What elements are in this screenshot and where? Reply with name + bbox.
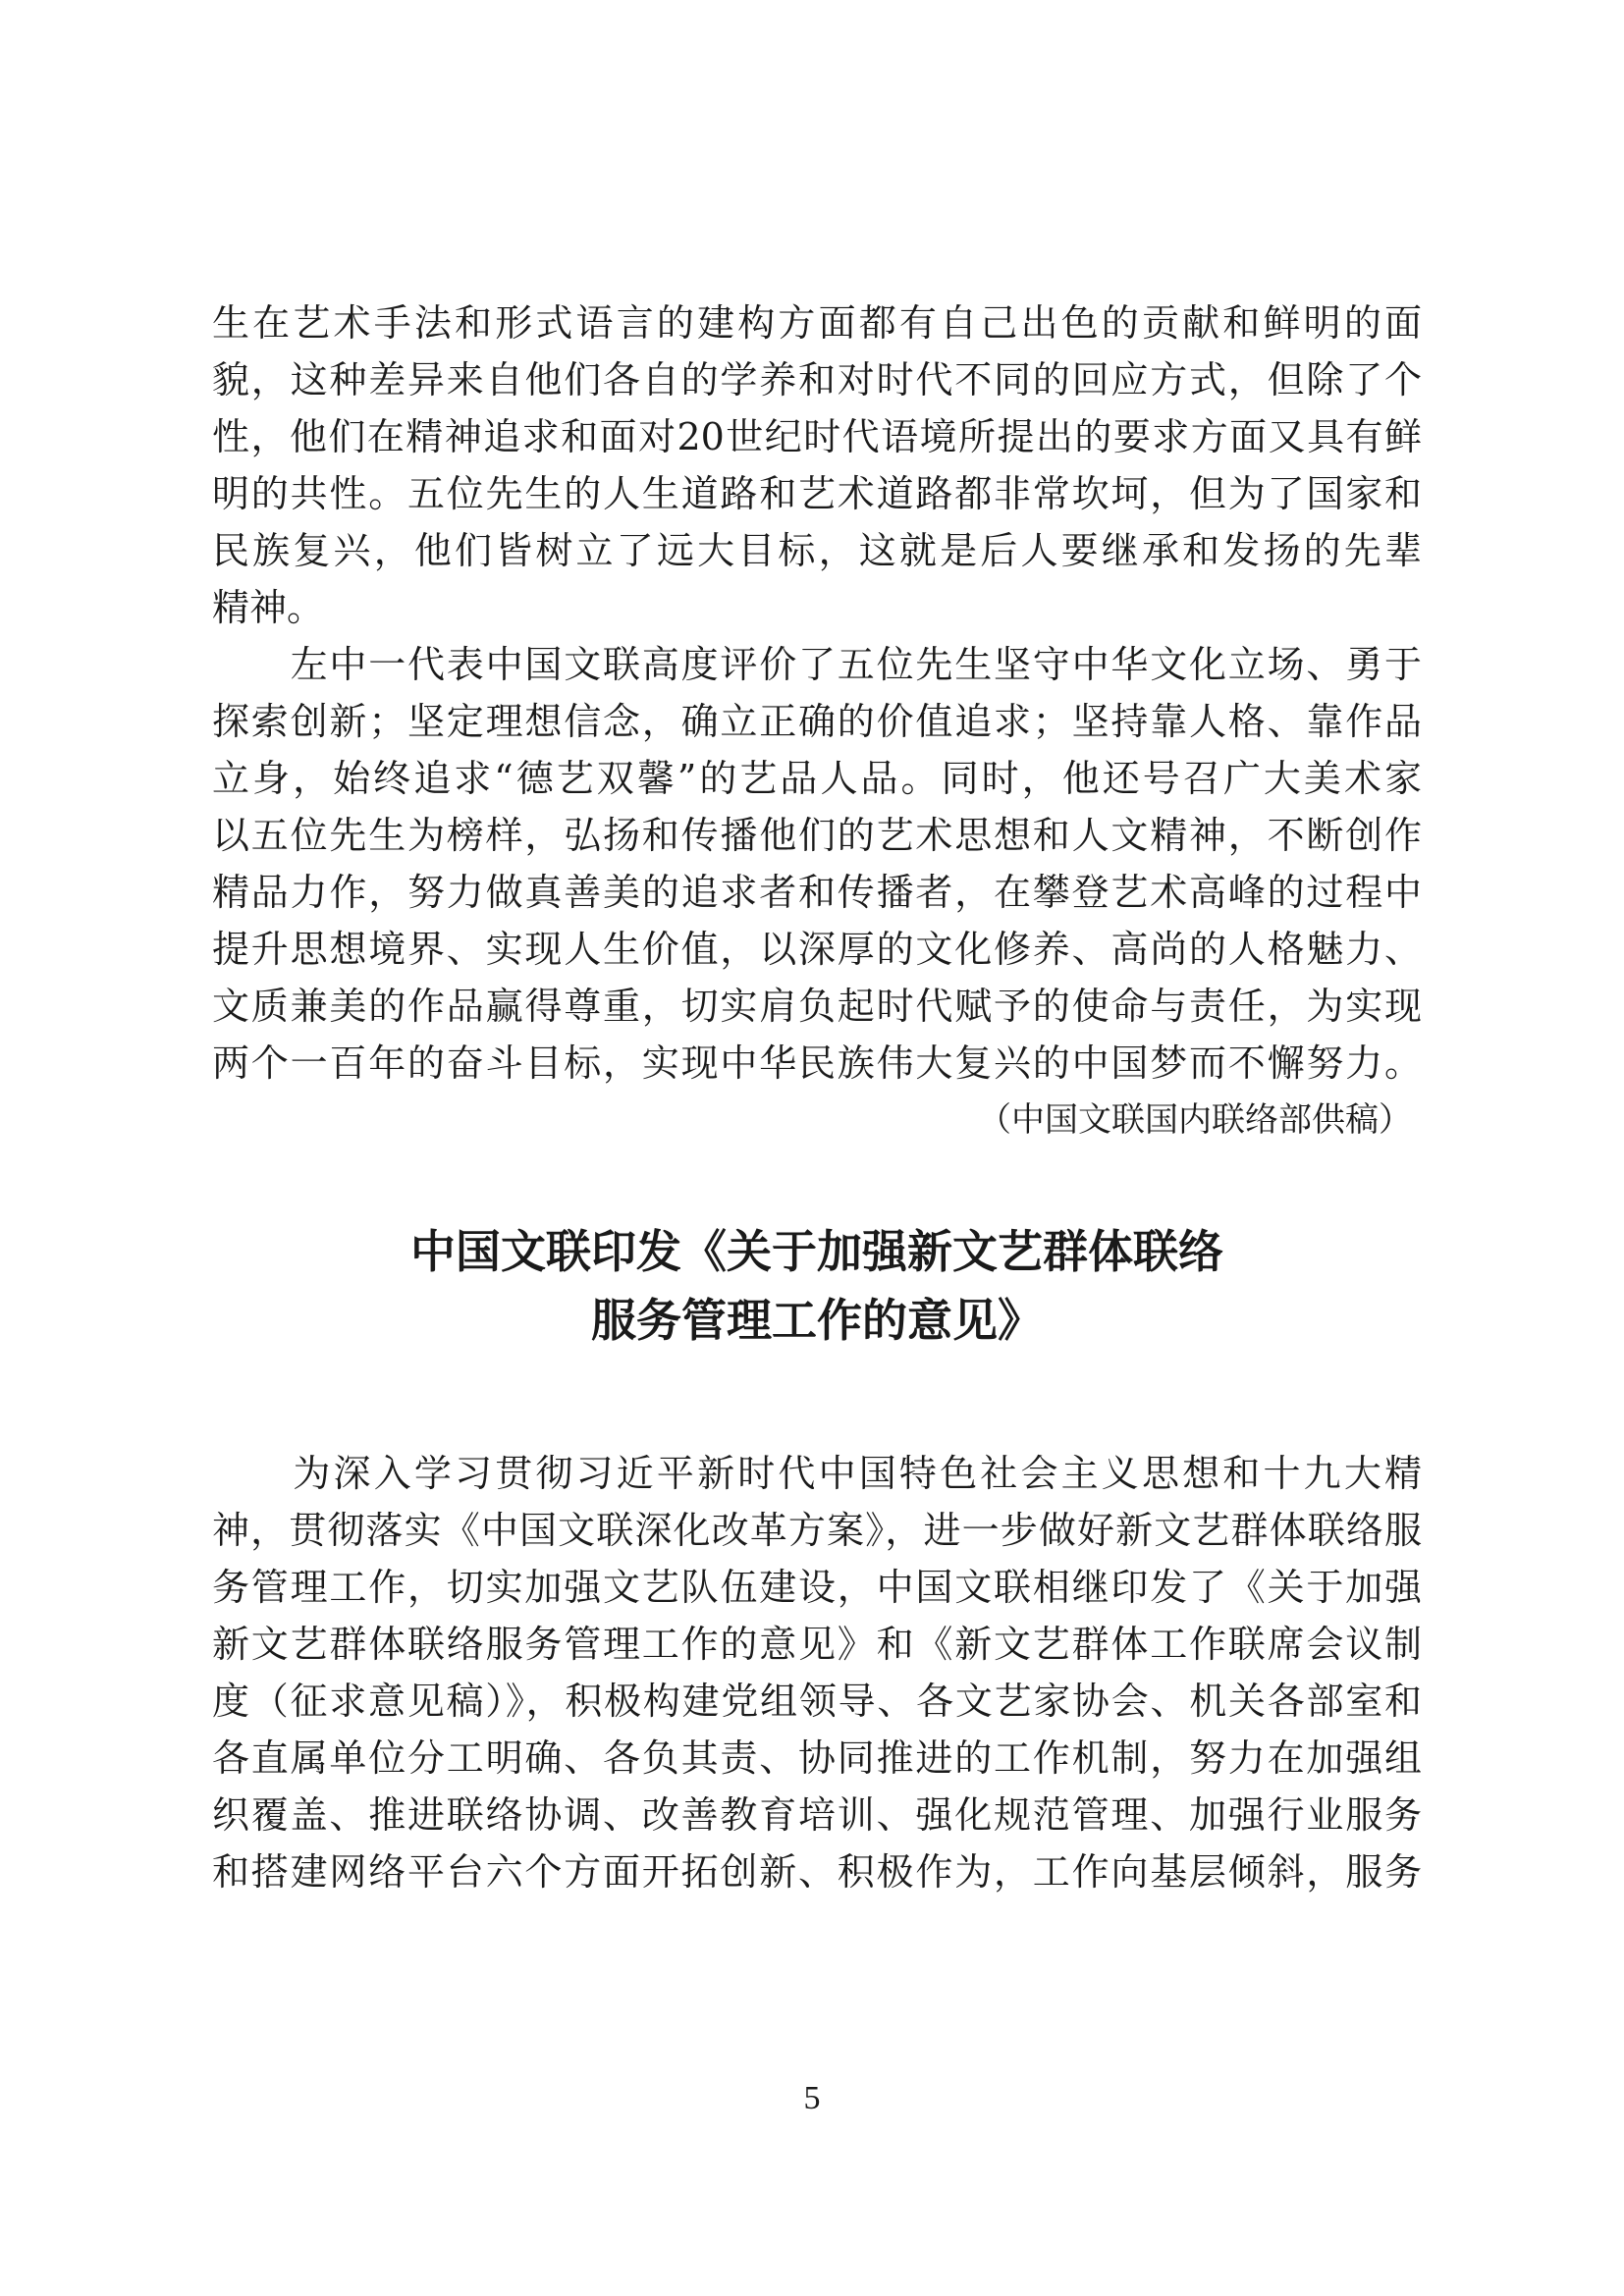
- document-page: [212, 294, 1422, 1900]
- text-line: 神，贯彻落实《中国文联深化改革方案》，进一步做好新文艺群体联络服: [212, 1509, 1422, 1552]
- text-line: 生在艺术手法和形式语言的建构方面都有自己出色的贡献和鲜明的面: [212, 301, 1422, 345]
- text-line: 民族复兴，他们皆树立了远大目标，这就是后人要继承和发扬的先辈: [212, 529, 1422, 572]
- source-credit: （中国文联国内联络部供稿）: [978, 1100, 1412, 1140]
- text-line: 织覆盖、推进联络协调、改善教育培训、强化规范管理、加强行业服务: [212, 1793, 1422, 1837]
- text-line: 左中一代表中国文联高度评价了五位先生坚守中华文化立场、勇于: [212, 643, 1422, 686]
- text-line: 明的共性。五位先生的人生道路和艺术道路都非常坎坷，但为了国家和: [212, 472, 1422, 515]
- text-line: 探索创新；坚定理想信念，确立正确的价值追求；坚持靠人格、靠作品: [212, 700, 1422, 743]
- text-line: 提升思想境界、实现人生价值，以深厚的文化修养、高尚的人格魅力、: [212, 928, 1422, 971]
- text-line: 新文艺群体联络服务管理工作的意见》和《新文艺群体工作联席会议制: [212, 1623, 1422, 1666]
- text-line: 貌，这种差异来自他们各自的学养和对时代不同的回应方式，但除了个: [212, 358, 1422, 401]
- text-line: 两个一百年的奋斗目标，实现中华民族伟大复兴的中国梦而不懈努力。: [212, 1041, 1422, 1085]
- text-line: 和搭建网络平台六个方面开拓创新、积极作为，工作向基层倾斜，服务: [212, 1850, 1422, 1894]
- text-line: 为深入学习贯彻习近平新时代中国特色社会主义思想和十九大精: [212, 1452, 1422, 1495]
- text-line: 立身，始终追求“德艺双馨”的艺品人品。同时，他还号召广大美术家: [212, 757, 1422, 800]
- text-line: 性，他们在精神追求和面对20世纪时代语境所提出的要求方面又具有鲜: [212, 415, 1422, 458]
- text-line: 文质兼美的作品赢得尊重，切实肩负起时代赋予的使命与责任，为实现: [212, 985, 1422, 1028]
- text-line: 务管理工作，切实加强文艺队伍建设，中国文联相继印发了《关于加强: [212, 1566, 1422, 1609]
- text-line: 以五位先生为榜样，弘扬和传播他们的艺术思想和人文精神，不断创作: [212, 814, 1422, 857]
- article-heading: [212, 1217, 1422, 1355]
- heading-line-1: 中国文联印发《关于加强新文艺群体联络: [410, 1225, 1223, 1278]
- text-line: 精神。: [212, 586, 325, 629]
- paragraph-evaluation: [212, 636, 1422, 1092]
- text-line: 度（征求意见稿）》，积极构建党组领导、各文艺家协会、机关各部室和: [212, 1680, 1422, 1723]
- paragraph-continuation: [212, 294, 1422, 636]
- page-number: 5: [803, 2080, 821, 2116]
- text-line: 各直属单位分工明确、各负其责、协同推进的工作机制，努力在加强组: [212, 1736, 1422, 1780]
- text-line: 精品力作，努力做真善美的追求者和传播者，在攀登艺术高峰的过程中: [212, 871, 1422, 914]
- paragraph-article-body: [212, 1445, 1422, 1900]
- heading-line-2: 服务管理工作的意见》: [591, 1294, 1043, 1347]
